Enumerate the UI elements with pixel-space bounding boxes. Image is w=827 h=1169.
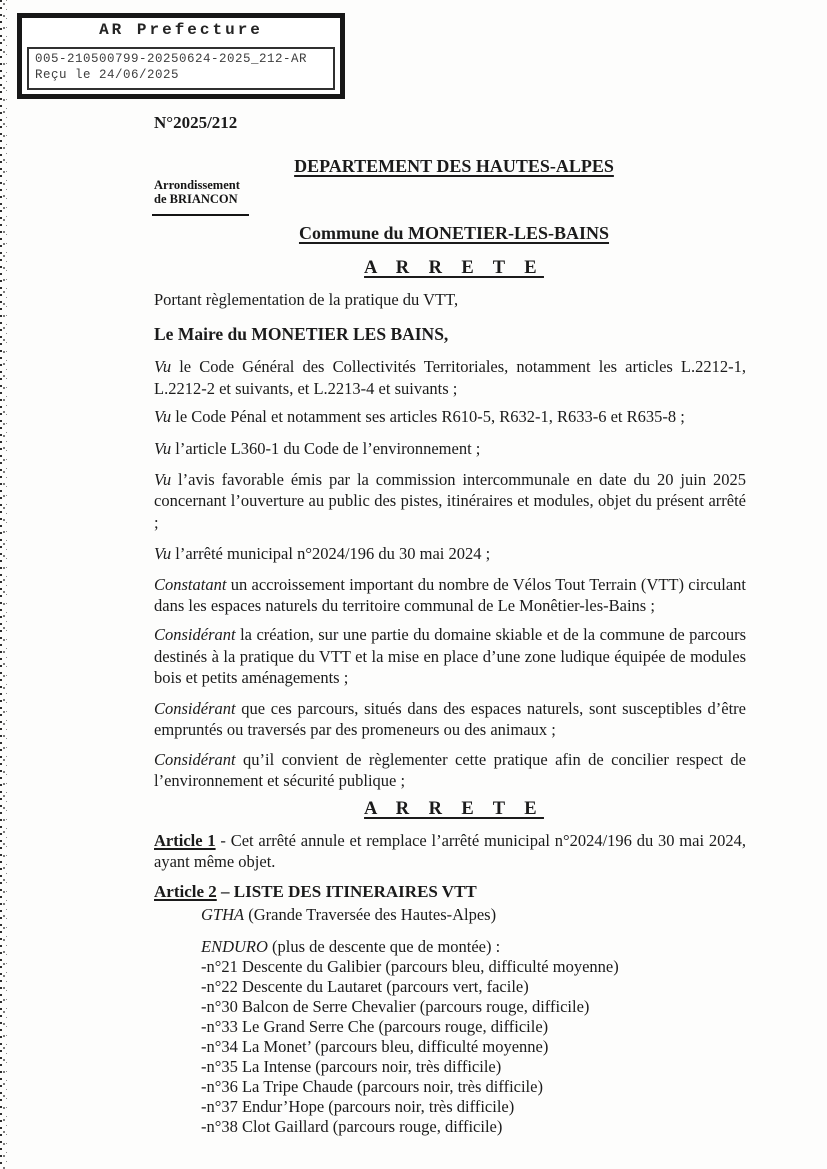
commune-title: Commune du MONETIER-LES-BAINS: [298, 223, 610, 244]
arrete-heading-2: A R R E T E: [364, 798, 544, 819]
recital-considerant-3: Considérant qu’il convient de règlementer cette pratique afin de concilier respect de l’environnement et sécurité publique ;: [154, 749, 746, 791]
gtha-line: GTHA (Grande Traversée des Hautes-Alpes): [201, 904, 497, 924]
arrondissement-divider: [152, 214, 249, 216]
trail-list: [154, 957, 746, 1137]
document-content: [154, 112, 746, 1137]
trail-list-item: -n°33 Le Grand Serre Che (parcours rouge, difficile): [201, 1017, 549, 1037]
department-title: DEPARTEMENT DES HAUTES-ALPES: [294, 156, 614, 177]
recital-constatant: Constatant un accroissement important du nombre de Vélos Tout Terrain (VTT) circulant dans les espaces naturels du territoire communal de Le Monêtier-les-Bains ;: [154, 574, 746, 616]
doc-number: N°2025/212: [154, 113, 238, 132]
arrete-heading-1: A R R E T E: [364, 257, 544, 278]
recital-considerant-2: Considérant que ces parcours, situés dans des espaces naturels, sont susceptibles d’être empruntés ou traversés par des promeneurs ou des animaux ;: [154, 698, 746, 740]
arrondissement-label: Arrondissement de BRIANCON: [154, 178, 240, 206]
mayor-line: Le Maire du MONETIER LES BAINS,: [154, 324, 449, 345]
article-2-heading: Article 2 – LISTE DES ITINERAIRES VTT: [154, 882, 477, 902]
trail-list-item: -n°36 La Tripe Chaude (parcours noir, très difficile): [201, 1077, 543, 1097]
recital-vu-4: Vu l’avis favorable émis par la commission intercommunale en date du 20 juin 2025 concernant l’ouverture au public des pistes, itinéraires et modules, objet du présent arrêté ;: [154, 469, 746, 532]
recital-vu-2: Vu le Code Pénal et notamment ses articles R610-5, R632-1, R633-6 et R635-8 ;: [154, 406, 685, 426]
trail-list-item: -n°21 Descente du Galibier (parcours bleu, difficulté moyenne): [201, 957, 619, 977]
trail-list-item: -n°34 La Monet’ (parcours bleu, difficulté moyenne): [201, 1037, 549, 1057]
trail-list-item: -n°30 Balcon de Serre Chevalier (parcours rouge, difficile): [201, 997, 590, 1017]
recital-vu-3: Vu l’article L360-1 du Code de l’environnement ;: [154, 439, 481, 459]
trail-list-item: -n°22 Descente du Lautaret (parcours vert, facile): [201, 977, 529, 997]
recital-vu-5: Vu l’arrêté municipal n°2024/196 du 30 mai 2024 ;: [154, 544, 491, 564]
stamp-code: 005-210500799-20250624-2025_212-AR: [35, 52, 308, 66]
recital-vu-1: Vu le Code Général des Collectivités Territoriales, notamment les articles L.2212-1, L.2212-2 et suivants, et L.2213-4 et suivants ;: [154, 357, 746, 398]
subject-line: Portant règlementation de la pratique du VTT,: [154, 289, 459, 309]
stamp-inner-box: [27, 47, 335, 90]
article-1: Article 1 - Cet arrêté annule et remplace l’arrêté municipal n°2024/196 du 30 mai 2024, ayant même objet.: [154, 830, 746, 872]
stamp-received-date: Reçu le 24/06/2025: [35, 68, 180, 82]
enduro-line: ENDURO (plus de descente que de montée) :: [201, 937, 501, 956]
recital-considerant-1: Considérant la création, sur une partie du domaine skiable et de la commune de parcours destinés à la pratique du VTT et la mise en place d’une zone ludique équipée de modules bois et petits aménagements ;: [154, 625, 746, 688]
trail-list-item: -n°37 Endur’Hope (parcours noir, très difficile): [201, 1097, 515, 1117]
trail-list-item: -n°35 La Intense (parcours noir, très difficile): [201, 1057, 502, 1077]
trail-list-item: -n°38 Clot Gaillard (parcours rouge, difficile): [201, 1117, 503, 1137]
prefecture-stamp: [17, 13, 345, 99]
stamp-title: AR Prefecture: [99, 21, 263, 39]
scan-noise-edge: [0, 0, 8, 1169]
